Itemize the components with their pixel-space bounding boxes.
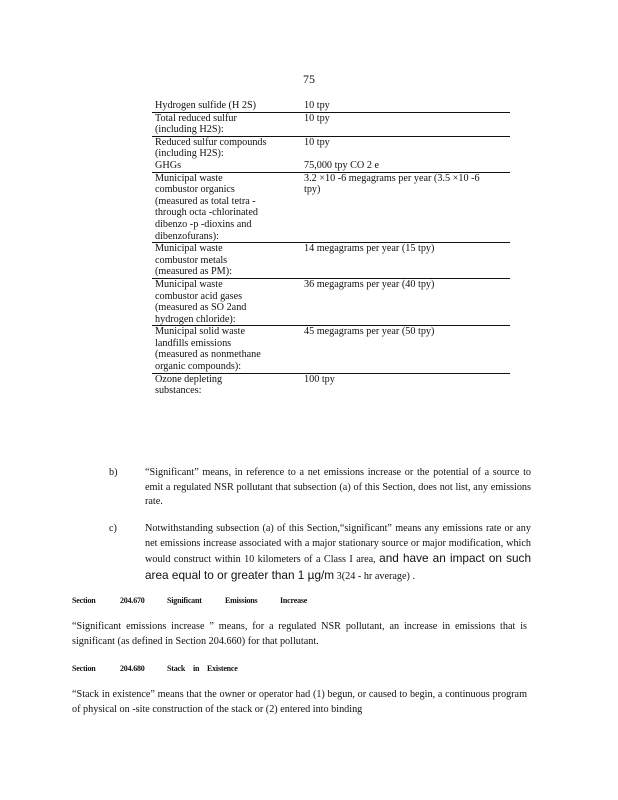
pollutant-cell: Municipal waste combustor acid gases (measured as SO 2and hydrogen chloride): [152,278,298,325]
pollutant-cell: GHGs [152,160,298,172]
limit-cell: 36 megagrams per year (40 tpy) [298,278,510,325]
limit-cell: 45 megagrams per year (50 tpy) [298,326,510,373]
limits-table-row [152,172,510,243]
limits-table-row [152,373,510,397]
limit-cell: 10 tpy [298,112,510,136]
pollutant-cell: Municipal waste combustor organics (measured as total tetra - through octa -chlorinated dibenzo -p -dioxins and dibenzofurans): [152,172,298,243]
limit-cell: 10 tpy [298,100,510,112]
pollutant-cell: Ozone depleting substances: [155,373,223,397]
paragraph-c-text-large: and have an impact on such area equal to or greater than 1 µg/m [145,551,532,582]
limits-table-row [152,112,510,136]
pollutant-cell: Hydrogen sulfide (H 2S) [152,100,298,112]
section-204-680-heading [72,664,238,673]
section-code: 204.670 [120,596,145,605]
page-number: 75 [303,72,315,86]
limit-cell: 75,000 tpy CO 2 e [298,160,510,172]
paragraph-204-670: “Significant emissions increase ” means, for a regulated NSR pollutant, an increase in emissions that is significant (as defined in Section 204.660) for that pollutant. [72,621,527,647]
section-title-word: Emissions [225,596,258,605]
limit-cell: 10 tpy [304,136,330,148]
limits-table-row [152,160,510,172]
emission-limits-table [152,100,510,397]
paragraph-b-label: b) [109,467,118,478]
section-label: Section [72,664,96,673]
section-title-word: Increase [280,596,308,605]
pollutant-cell: Total reduced sulfur (including H2S): [152,112,298,136]
paragraph-c-label: c) [109,523,117,534]
section-204-670-heading [72,596,307,605]
paragraph-c-tail: 3(24 - hr average) . [334,570,416,582]
paragraph-204-680: “Stack in existence” means that the owner or operator had (1) begun, or caused to begin, a continuous program of physical on -site construction of the stack or (2) entered into binding [72,689,527,715]
limits-table-row [152,136,510,160]
section-title-word: Stack [167,664,186,673]
paragraph-b-text: “Significant” means, in reference to a net emissions increase or the potential of a source to emit a regulated NSR pollutant that subsection (a) of this Section, does not list, any emissions rate. [145,467,531,507]
pollutant-cell: Reduced sulfur compounds (including H2S): [155,136,267,160]
section-title-word: Significant [167,596,202,605]
pollutant-cell: Municipal waste combustor metals (measured as PM): [152,243,298,279]
section-title-word: in [193,664,200,673]
section-label: Section [72,596,96,605]
limit-cell: 14 megagrams per year (15 tpy) [298,243,510,279]
limits-table-row [152,326,510,373]
limits-table-row [152,100,510,112]
section-title-word: Existence [207,664,238,673]
limit-cell: 100 tpy [304,373,335,385]
section-code: 204.680 [120,664,145,673]
limits-table-row [152,243,510,279]
limits-table-row [152,278,510,325]
limit-cell: 3.2 ×10 -6 megagrams per year (3.5 ×10 -6 tpy) [298,172,510,243]
paragraph-b [109,466,531,510]
paragraph-c-text: Notwithstanding subsection (a) of this Section,“significant” means any emissions rate or any net emissions increase associated with a major stationary source or major modification, which would construct within 10 kilometers of a Class I area, [145,523,531,565]
pollutant-cell: Municipal solid waste landfills emissions (measured as nonmethane organic compounds): [152,326,298,373]
paragraph-c [109,522,532,584]
